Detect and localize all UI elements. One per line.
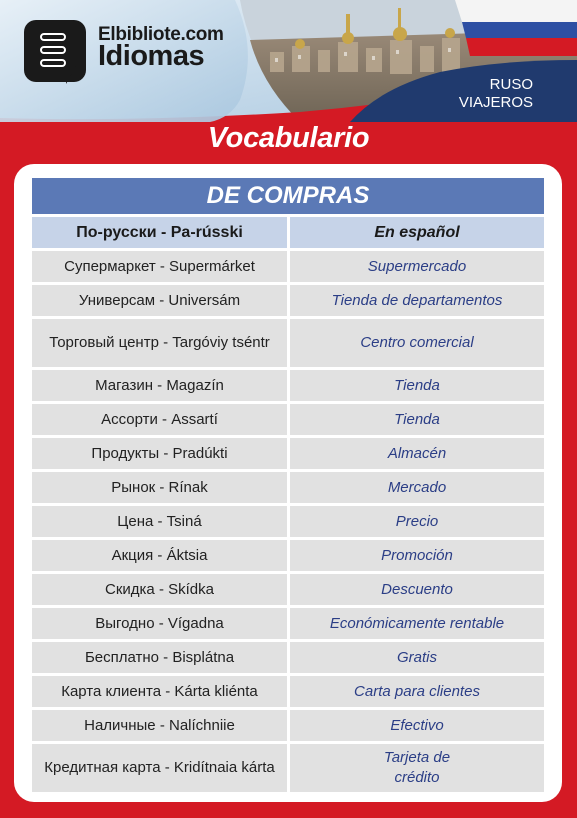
column-header-row	[32, 217, 544, 248]
russian-term: Продукты - Pradúkti	[32, 438, 287, 469]
russian-term: Наличные - Nalíchniie	[32, 710, 287, 741]
table-row	[32, 319, 544, 367]
spanish-term: Descuento	[290, 574, 544, 605]
page-title: Vocabulario	[207, 122, 370, 154]
table-row	[32, 404, 544, 435]
table-row	[32, 608, 544, 639]
spanish-term: Mercado	[290, 472, 544, 503]
brand-site[interactable]: Elbibliote.com	[98, 24, 224, 45]
spanish-term: Tarjeta de crédito	[290, 744, 544, 792]
spanish-term: Precio	[290, 506, 544, 537]
spanish-term: Tienda	[290, 404, 544, 435]
spanish-term: Supermercado	[290, 251, 544, 282]
table-row	[32, 540, 544, 571]
russian-term: Карта клиента - Kárta kliénta	[32, 676, 287, 707]
spanish-term: Carta para clientes	[290, 676, 544, 707]
logo-speech-bubble-icon	[66, 66, 76, 84]
russian-term: Акция - Áktsia	[32, 540, 287, 571]
vocabulary-card	[14, 164, 562, 802]
table-row	[32, 642, 544, 673]
table-row	[32, 251, 544, 282]
vocabulary-table	[32, 178, 544, 795]
table-row	[32, 676, 544, 707]
spanish-term: Promoción	[290, 540, 544, 571]
table-row	[32, 710, 544, 741]
header-banner	[0, 0, 577, 122]
audience-tag: VIAJEROS	[458, 94, 533, 111]
table-row	[32, 370, 544, 401]
spanish-term: Tienda	[290, 370, 544, 401]
russian-term: Торговый центр - Targóviy tséntr	[32, 319, 287, 367]
spanish-term: Tienda de departamentos	[290, 285, 544, 316]
russian-term: Бесплатно - Bisplátna	[32, 642, 287, 673]
russian-flag-icon	[455, 0, 577, 56]
spanish-term: Gratis	[290, 642, 544, 673]
section-header: DE COMPRAS	[32, 178, 544, 214]
table-row	[32, 285, 544, 316]
table-row	[32, 438, 544, 469]
spanish-term: Centro comercial	[290, 319, 544, 367]
spanish-term: Almacén	[290, 438, 544, 469]
russian-term: Скидка - Skídka	[32, 574, 287, 605]
table-row	[32, 574, 544, 605]
spanish-term: Económicamente rentable	[290, 608, 544, 639]
russian-term: Выгодно - Vígadna	[32, 608, 287, 639]
spanish-term: Efectivo	[290, 710, 544, 741]
russian-term: Кредитная карта - Kridítnaia kárta	[32, 744, 287, 792]
russian-term: Универсам - Universám	[32, 285, 287, 316]
table-row	[32, 506, 544, 537]
table-row	[32, 744, 544, 792]
russian-term: Цена - Tsiná	[32, 506, 287, 537]
column-header-spanish: En español	[290, 217, 544, 248]
column-header-russian: По-русски - Pa-rússki	[32, 217, 287, 248]
language-tag: RUSO	[489, 76, 533, 93]
russian-term: Супермаркет - Supermárket	[32, 251, 287, 282]
table-row	[32, 472, 544, 503]
brand-name[interactable]: Idiomas	[98, 40, 205, 72]
logo-icon[interactable]	[24, 20, 86, 82]
russian-term: Ассорти - Assartí	[32, 404, 287, 435]
russian-term: Рынок - Rínak	[32, 472, 287, 503]
russian-term: Магазин - Magazín	[32, 370, 287, 401]
